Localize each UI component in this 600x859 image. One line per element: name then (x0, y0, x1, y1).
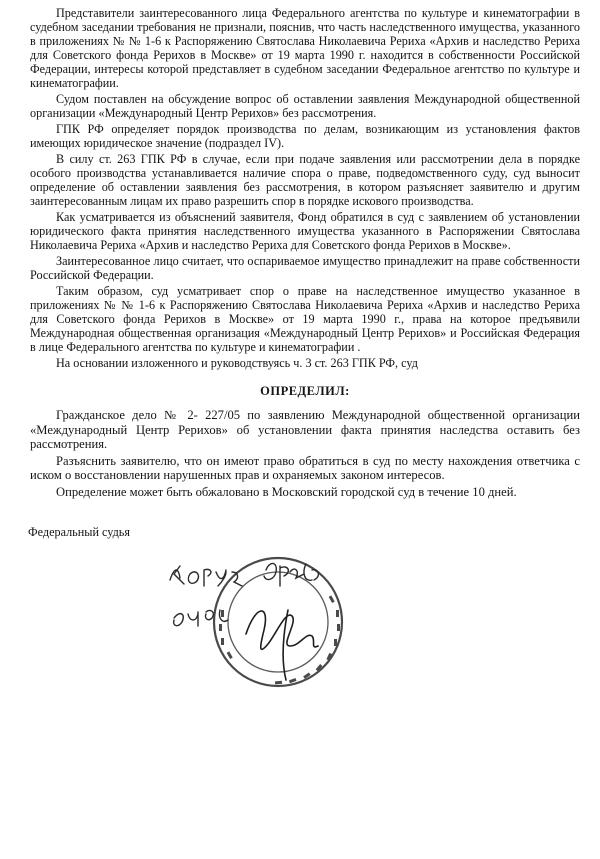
ruling-section (30, 408, 580, 499)
paragraph-5: Как усматривается из объяснений заявителя, Фонд обратился в суд с заявлением об установлении юридического факта принятия наследственного имущества указанного в Распоряжении Святослава Николаевича Рериха «Архив и наследство Рериха для Советского фонда Рерихов в Москве». (30, 210, 580, 252)
paragraph-7: Таким образом, суд усматривает спор о праве на наследственное имущество указанное в приложениях № № 1-6 к Распоряжению Святослава Николаевича Рериха «Архив и наследство Рериха для Советского фонда Рерихов в Москве» от 19 марта 1990 г., права на которое предъявили Международная общественная организация «Международный Центр Рерихов» и Российская Федерация в лице Федерального агентства по культуре и кинематографии . (30, 284, 580, 354)
paragraph-2: Судом поставлен на обсуждение вопрос об оставлении заявления Международной общественной организации «Международный Центр Рерихов» без рассмотрения. (30, 92, 580, 120)
judge-label: Федеральный судья (28, 525, 130, 539)
ruling-paragraph-3: Определение может быть обжаловано в Московский городской суд в течение 10 дней. (56, 484, 517, 499)
seal-and-signature (160, 540, 390, 700)
court-seal-icon (160, 540, 390, 700)
paragraph-4: В силу ст. 263 ГПК РФ в случае, если при подаче заявления или рассмотрении дела в порядке особого производства устанавливается наличие спора о праве, подведомственного суду, суд выносит определение об оставлении заявления без рассмотрения, в котором разъясняет заявителю и другим заинтересованным лицам их право разрешить спор в порядке искового производства. (30, 152, 580, 208)
ruling-paragraph-2: Разъяснить заявителю, что он имеют право обратиться в суд по месту нахождения ответчика с иском о восстановлении нарушенных прав и охраняемых законом интересов. (30, 453, 580, 482)
ruling-paragraph-1: Гражданское дело № 2- 227/05 по заявлению Международной общественной организации «Международный Центр Рерихов» об установлении факта принятия наследства оставить без рассмотрения. (30, 408, 580, 451)
paragraph-1: Представители заинтересованного лица Федерального агентства по культуре и кинематографии в судебном заседании требования не признали, пояснив, что часть наследственного имущества, указанного в приложениях № № 1-6 к Распоряжению Святослава Николаевича Рериха «Архив и наследство Рериха для Советского фонда Рерихов в Москве» от 19 марта 1990 г. находится в собственности Российской Федерации, интересы которой представляет в судебном заседании Федеральное агентство по культуре и кинематографии. (30, 6, 580, 90)
paragraph-3: ГПК РФ определяет порядок производства по делам, возникающим из установления фактов имеющих юридическое значение (подраздел IV). (30, 122, 580, 150)
paragraph-8: На основании изложенного и руководствуясь ч. 3 ст. 263 ГПК РФ, суд (56, 356, 418, 370)
paragraph-6: Заинтересованное лицо считает, что оспариваемое имущество принадлежит на праве собственности Российской Федерации. (30, 254, 580, 282)
ruling-heading: ОПРЕДЕЛИЛ: (260, 384, 350, 398)
document-body (30, 6, 580, 499)
